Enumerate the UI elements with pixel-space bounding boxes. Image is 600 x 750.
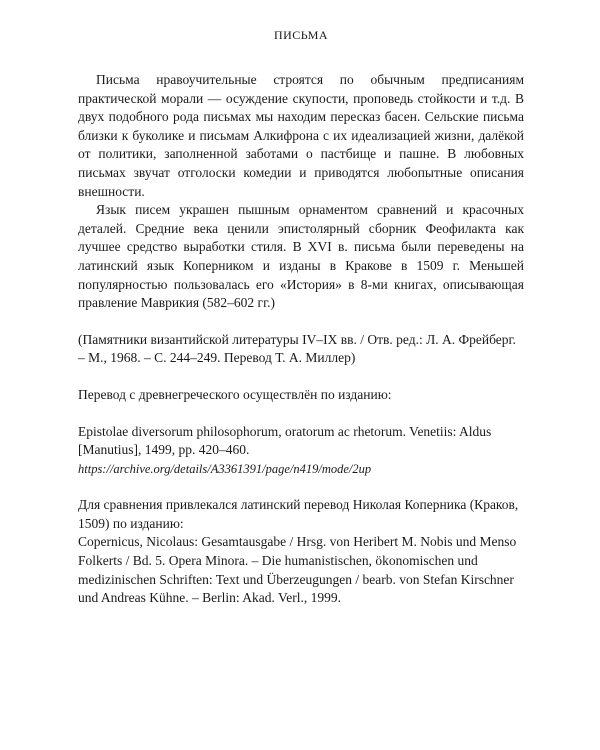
greek-edition-reference: Epistolae diversorum philosophorum, oratorum ac rhetorum. Venetiis: Aldus [Manutius], 1499, pp. 420–460. [78, 423, 492, 458]
spacer [78, 368, 524, 386]
source-citation: (Памятники византийской литературы IV–IX вв. / Отв. ред.: Л. А. Фрейберг. – М., 1968. – С. 244–249. Перевод Т. А. Миллер) [78, 331, 516, 366]
translation-note: Перевод с древнегреческого осуществлён по изданию: [78, 386, 392, 402]
running-title: ПИСЬМА [273, 28, 329, 42]
latin-comparison-intro: Для сравнения привлекался латинский перевод Николая Коперника (Краков, 1509) по изданию: [78, 497, 519, 531]
book-page [78, 0, 524, 750]
page-body [78, 71, 524, 608]
spacer [78, 405, 524, 423]
spacer [78, 478, 524, 496]
archive-link[interactable]: https://archive.org/details/A3361391/page/n419/mode/2up [78, 461, 372, 476]
spacer [78, 313, 524, 331]
latin-edition-reference: Copernicus, Nicolaus: Gesamtausgabe / Hrsg. von Heribert M. Nobis und Menso Folkerts / Bd. 5. Opera Minora. – Die humanistischen, ökonomischen und medizinischen Schriften: Text und Überzeugungen / bearb. von Stefan Kirschner und Andreas Kühne. – Berlin: Akad. Verl., 1999. [78, 534, 517, 606]
intro-paragraph-2: Язык писем украшен пышным орнаментом сравнений и красочных деталей. Средние века ценили эпистолярный сборник Феофилакта как лучшее средство выработки стиля. В XVI в. письма были переведены на латинский язык Коперником и изданы в Кракове в 1509 г. Меньшей популярностью пользовалась его «История» в 8-ми книгах, описывающая правление Маврикия (582–602 гг.) [78, 202, 524, 311]
intro-paragraph-1: Письма нравоучительные строятся по обычным предписаниям практической морали — осуждение скупости, проповедь стойкости и т.д. В двух подобного рода письмах мы находим пересказ басен. Сельские письма близки к буколике и письмам Алкифрона с их идеализацией жизни, далёкой от политики, заполненной заботами о пастбище и пашне. В любовных письмах звучат отголоски комедии и приводятся любопытные описания внешности. [78, 72, 524, 199]
